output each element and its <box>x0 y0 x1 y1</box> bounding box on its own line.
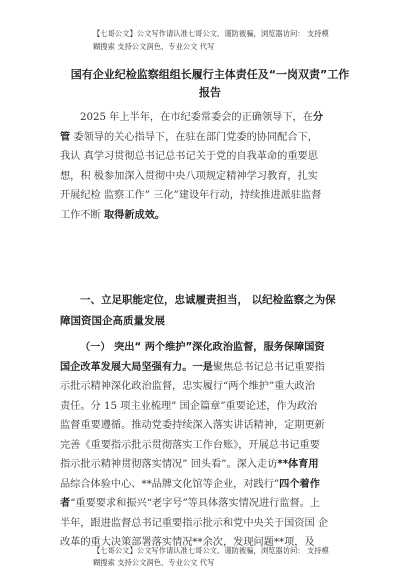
intro-line-6: 工作不断 取得新成效。 <box>60 209 166 221</box>
header-line-2: 糊搜索 支持公文润色、专业公文 代写 <box>93 42 215 51</box>
intro-line-3: 我认 真学习贯彻总书记总书记关于党的自我革命的重要思 <box>60 151 318 162</box>
intro-line-5: 开展纪检 监察工作” 三化”建设年行动，持续推进派驻监督 <box>60 190 322 201</box>
para2-line-6: 完善《重要指示批示贯彻落实工作台账》，开展总书记重要 <box>60 439 320 451</box>
para2-line-5: 监督重要遵循。推动党委持续深入落实讲话精神，定期更新 <box>60 420 325 431</box>
subsection-paragraph <box>60 338 358 553</box>
subsection-heading-line-1: （一） 突出“ 两个维护”深化政治监督，服务保障国资 <box>80 342 325 353</box>
footer-line-2: 糊搜索 支持公文润色、专业公文 代写 <box>93 558 215 567</box>
section-heading-line-2: 障国资国企高质量发展 <box>60 315 165 327</box>
section-heading-1 <box>60 290 360 332</box>
intro-paragraph <box>60 108 358 225</box>
para2-line-8: 品综合体验中心、**品牌文化馆等企业，对践行”四个着作 <box>60 478 320 490</box>
intro-line-1: 2025 年上半年，在市纪委常委会的正确领导下，在分 <box>80 112 324 123</box>
intro-line-2: 管 委领导的关心指导下，在驻在部门党委的协同配合下， <box>60 131 318 143</box>
document-title <box>60 66 360 102</box>
section-heading-line-1: 一、立足职能定位，忠诚履责担当， 以纪检监察之为保 <box>80 294 336 306</box>
para2-line-10: 半年，跟进监督总书记重要指示批示和党中央关于国资国 企 <box>60 517 329 529</box>
para2-line-4: 责任。分 15 项主业梳理” 国企篇章”重要论述，作为政治 <box>60 400 318 412</box>
page-footer <box>93 545 393 569</box>
para2-line-2: 国企改革发展大局坚强有力。一是聚焦总书记总书记重要指 <box>60 361 325 373</box>
title-line-2: 报告 <box>199 86 221 99</box>
para2-line-9: 者“重要要求和振兴“老字号”等具体落实情况进行监督。上 <box>60 498 321 509</box>
footer-line-1: 【七哥公文】公文写作请认准七哥公文、谨防被骗，浏览器访问： 支持模 <box>93 546 329 555</box>
para2-line-11: 改革的重大决策部署落实情况**余次，发现问题**项，及 <box>60 537 315 548</box>
page-header <box>93 27 393 53</box>
intro-line-4: 想，积 极参加深入贯彻中央八项规定精神学习教育，扎实 <box>60 170 318 182</box>
para2-line-7: 指示批示精神贯彻落实情况” 回头看”。深入走访**体育用 <box>60 459 319 470</box>
title-line-1: 国有企业纪检监察组组长履行主体责任及“一岗双责”工作 <box>70 68 350 81</box>
header-line-1: 【七哥公文】公文写作请认准七哥公文、谨防被骗，浏览器访问： 支持模 <box>93 29 329 38</box>
para2-line-3: 示批示精神深化政治监督，忠实履行“两个维护”重大政治 <box>60 381 315 392</box>
